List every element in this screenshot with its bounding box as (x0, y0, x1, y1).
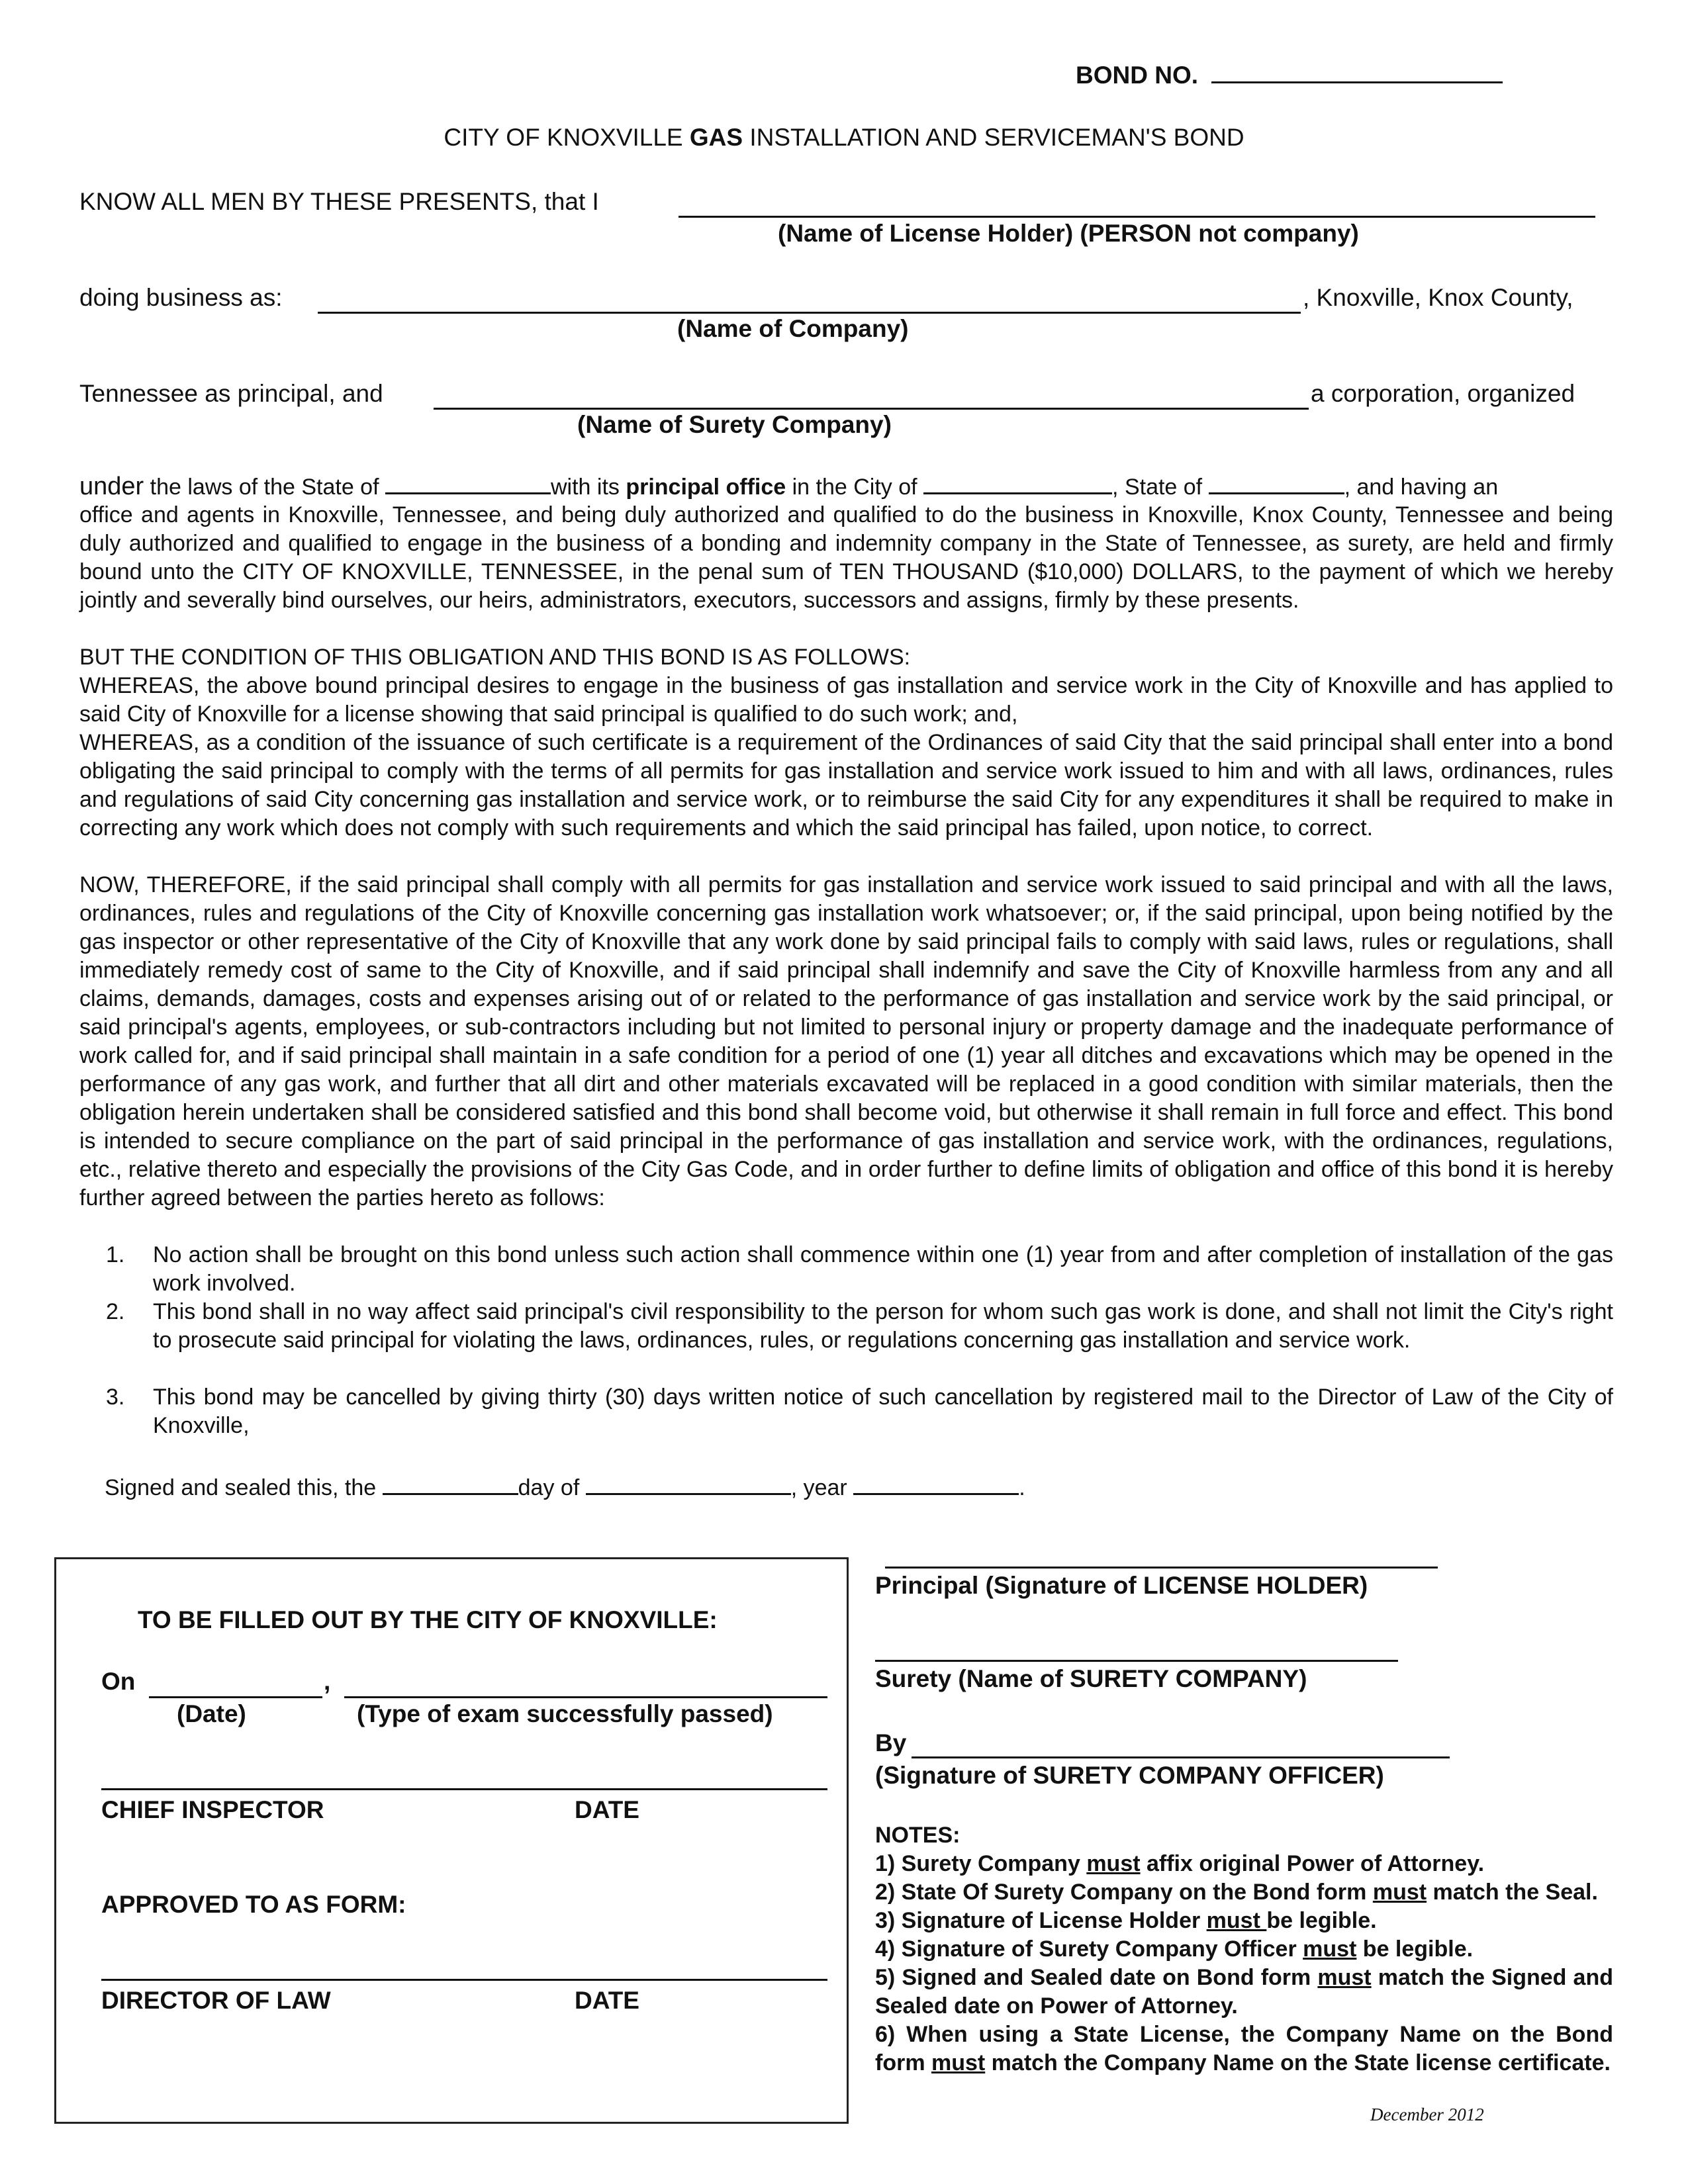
note-4: 4) Signature of Surety Company Officer must be legible. (875, 1936, 1474, 1962)
whereas-paragraph-2: WHEREAS, as a condition of the issuance of such certificate is a requirement of the Ordinances of said City that the said principal shall enter into a bond obligating the said principal to comply with the terms of all permits for gas installation and service work issued to him and with all laws, ordinances, rules and regulations of said City concerning gas installation and service work, or to reimburse the said City for any expenditures it shall be required to make in correcting any work which does not comply with such requirements and which the said principal has failed, upon notice, to correct. (79, 730, 1613, 841)
surety-officer-signature-blank[interactable] (912, 1756, 1450, 1758)
knoxville-county-text: , Knoxville, Knox County, (1303, 284, 1573, 311)
surety-company-blank[interactable] (434, 408, 1309, 410)
exam-type-caption: (Type of exam successfully passed) (357, 1700, 773, 1727)
license-holder-blank[interactable] (679, 216, 1595, 218)
corporation-organized-text: a corporation, organized (1311, 380, 1575, 407)
notes-heading: NOTES: (875, 1823, 961, 1848)
know-all-men-text: KNOW ALL MEN BY THESE PRESENTS, that I (79, 188, 599, 215)
principal-signature-label: Principal (Signature of LICENSE HOLDER) (875, 1572, 1368, 1599)
principal-signature-blank[interactable] (885, 1567, 1438, 1569)
company-name-blank[interactable] (318, 312, 1301, 314)
exam-date-blank[interactable] (149, 1696, 322, 1698)
director-of-law-signature-blank[interactable] (101, 1979, 827, 1981)
document-title: CITY OF KNOXVILLE GAS INSTALLATION AND SERVICEMAN'S BOND (444, 124, 1244, 151)
whereas-paragraph-1: WHEREAS, the above bound principal desires to engage in the business of gas installation and service work in the City of Knoxville and has applied to said City of Knoxville for a license showing that said principal is qualified to do such work; and, (79, 673, 1613, 727)
signed-day-blank[interactable] (383, 1477, 518, 1495)
bond-number-field (1076, 61, 1503, 90)
license-holder-caption: (Name of License Holder) (PERSON not company) (778, 220, 1359, 247)
know-all-men-line (79, 187, 599, 216)
on-label: On (101, 1668, 136, 1695)
director-of-law-date-label: DATE (575, 1987, 639, 2014)
signed-year-blank[interactable] (853, 1477, 1019, 1495)
exam-type-blank[interactable] (344, 1696, 827, 1698)
surety-name-blank[interactable] (875, 1660, 1398, 1662)
date-caption: (Date) (177, 1700, 246, 1727)
signed-sealed-line: Signed and sealed this, the day of , year . (105, 1475, 1025, 1500)
chief-inspector-label: CHIEF INSPECTOR (101, 1796, 324, 1823)
surety-name-label: Surety (Name of SURETY COMPANY) (875, 1665, 1307, 1692)
bond-number-label: BOND NO. (1076, 62, 1198, 89)
now-therefore-paragraph: NOW, THEREFORE, if the said principal shall comply with all permits for gas installation and service work issued to said principal and with all the laws, ordinances, rules and regulations of the City of Knoxville concerning gas installation work whatsoever; or, if the said principal, upon being notified by the gas inspector or other representative of the City of Knoxville that any work done by said principal fails to comply with said laws, rules or regulations, shall immediately remedy cost of same to the City of Knoxville, and if said principal shall indemnify and save the City of Knoxville harmless from any and all claims, demands, damages, costs and expenses arising out of or related to the performance of gas installation and service work by the said principal, or said principal's agents, employees, or sub-contractors including but not limited to personal injury or property damage and the inadequate performance of work called for, and if said principal shall maintain in a safe condition for a period of one (1) year all ditches and excavations which may be opened in the performance of any gas work, and further that all dirt and other materials excavated will be replaced in a good condition with similar materials, then the obligation herein undertaken shall be considered satisfied and this bond shall become void, but otherwise it shall remain in full force and effect. This bond is intended to secure compliance on the part of said principal in the performance of gas installation and service work, with the ordinances, regulations, etc., relative thereto and especially the provisions of the City Gas Code, and in order further to define limits of obligation and office of this bond it is hereby further agreed between the parties hereto as follows: (79, 872, 1613, 1210)
notes-section (875, 1821, 1613, 2077)
bond-number-blank[interactable] (1211, 62, 1503, 83)
company-name-caption: (Name of Company) (677, 315, 909, 342)
signed-month-blank[interactable] (586, 1477, 791, 1495)
note-1: 1) Surety Company must affix original Power of Attorney. (875, 1851, 1485, 1876)
surety-binding-paragraph: office and agents in Knoxville, Tennessee, and being duly authorized and qualified to do the business in Knoxville, Knox County, Tennessee and being duly authorized and qualified to engage in the business of a bonding and indemnity company in the State of Tennessee, as surety, are held and firmly bound unto the CITY OF KNOXVILLE, TENNESSEE, in the penal sum of TEN THOUSAND ($10,000) DOLLARS, to the payment of which we hereby jointly and severally bind ourselves, our heirs, administrators, executors, successors and assigns, firmly by these presents. (79, 502, 1613, 613)
note-6: 6) When using a State License, the Company Name on the Bond form must match the Company Name on the State license certificate. (875, 2022, 1613, 2075)
doing-business-as-label: doing business as: (79, 284, 283, 311)
tennessee-principal-label: Tennessee as principal, and (79, 380, 383, 407)
revision-date: December 2012 (1370, 2105, 1484, 2124)
note-3: 3) Signature of License Holder must be legible. (875, 1908, 1377, 1933)
city-use-box (54, 1557, 849, 2124)
state-office-line: under the laws of the State of with its principal office in the City of , State of , and having an (79, 473, 1499, 500)
note-2: 2) State Of Surety Company on the Bond form must match the Seal. (875, 1880, 1598, 1905)
principal-office-city-blank[interactable] (923, 475, 1112, 494)
director-of-law-label: DIRECTOR OF LAW (101, 1987, 331, 2014)
state-of-organization-blank[interactable] (385, 475, 551, 494)
principal-office-state-blank[interactable] (1209, 475, 1344, 494)
note-5: 5) Signed and Sealed date on Bond form must match the Signed and Sealed date on Power of Attorney. (875, 1965, 1613, 2019)
city-box-heading: TO BE FILLED OUT BY THE CITY OF KNOXVILLE: (138, 1606, 718, 1633)
surety-company-caption: (Name of Surety Company) (577, 411, 892, 438)
chief-inspector-date-label: DATE (575, 1796, 639, 1823)
condition-heading: BUT THE CONDITION OF THIS OBLIGATION AND THIS BOND IS AS FOLLOWS: (79, 645, 911, 670)
surety-officer-label: (Signature of SURETY COMPANY OFFICER) (875, 1762, 1384, 1789)
comma-separator: , (324, 1668, 331, 1695)
by-label: By (875, 1729, 907, 1756)
approved-as-to-form-label: APPROVED TO AS FORM: (101, 1891, 406, 1918)
chief-inspector-signature-blank[interactable] (101, 1788, 827, 1790)
